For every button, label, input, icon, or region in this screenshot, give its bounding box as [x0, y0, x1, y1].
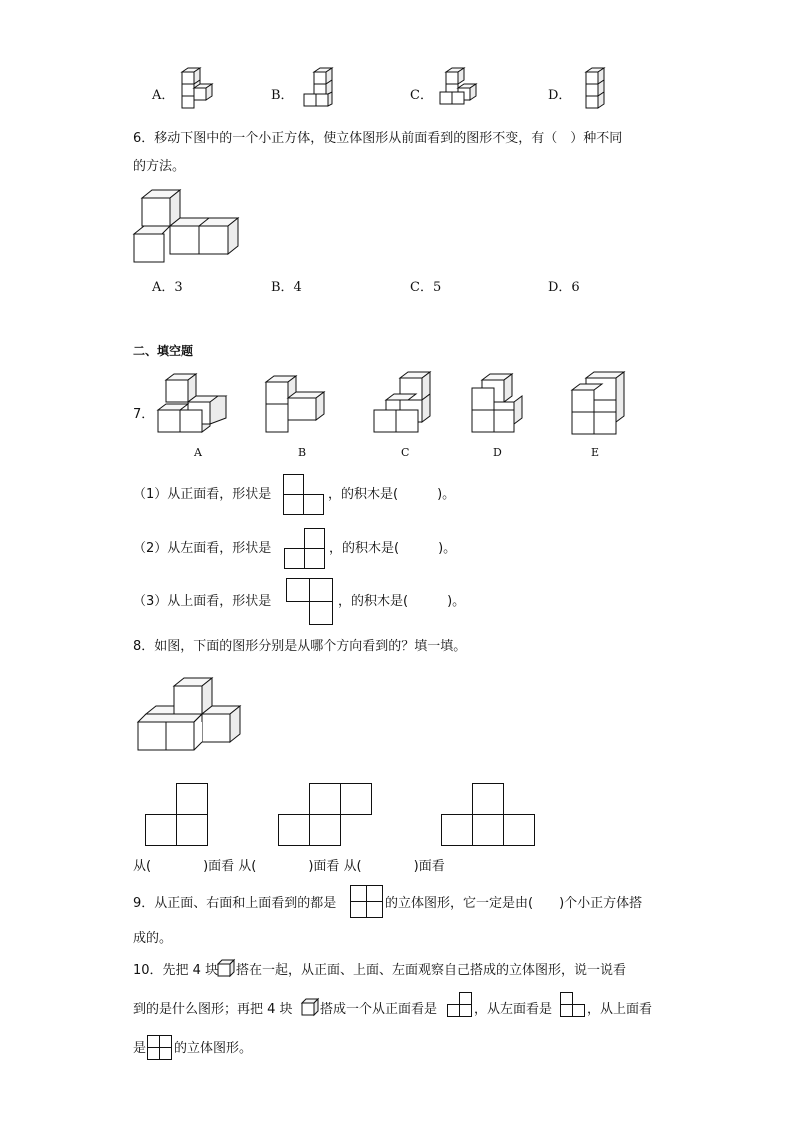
q7-label-b: B [298, 446, 307, 459]
q5-option-a-label[interactable]: A． [152, 88, 175, 103]
q5-option-b-figure [300, 66, 336, 112]
q6-text-line1: 6．移动下图中的一个小正方体，使立体图形从前面看到的图形不变，有（ ）种不同 [133, 131, 623, 146]
q7-label-e: E [591, 446, 600, 459]
q7-sub2-after: ，的积木是( )。 [329, 541, 457, 556]
cube-icon [216, 958, 236, 978]
q7-label-d: D [493, 446, 502, 459]
q8-answers: 从( )面看 从( )面看 从( )面看 [133, 859, 445, 874]
q10-l2-b: 搭成一个从正面看是 [320, 1002, 438, 1017]
q7-sub1-after: ，的积木是( )。 [328, 487, 456, 502]
q5-option-b-label[interactable]: B． [271, 88, 294, 103]
q6-option-a[interactable]: A．3 [152, 280, 183, 295]
q6-figure [132, 186, 244, 266]
q7-figures [154, 366, 632, 462]
q10-l1-b: 搭在一起，从正面、上面、左面观察自己搭成的立体图形，说一说看 [236, 963, 627, 978]
q7-figure-a [158, 374, 226, 432]
cube-icon [300, 997, 320, 1017]
q7-figure-b [266, 376, 324, 432]
q5-option-d-label[interactable]: D． [548, 88, 572, 103]
q9-line2: 成的。 [133, 931, 173, 946]
q10-l2-d: ，从上面看 [587, 1002, 653, 1017]
q8-figure [132, 672, 248, 756]
q6-text-line2: 的方法。 [133, 159, 186, 174]
q8-text: 8．如图，下面的图形分别是从哪个方向看到的？填一填。 [133, 639, 467, 654]
q7-sub1-before: （1）从正面看，形状是 [133, 487, 272, 502]
q6-option-b[interactable]: B．4 [271, 280, 302, 295]
q10-l2-c: ，从左面看是 [474, 1002, 553, 1017]
q7-sub3-before: （3）从上面看，形状是 [133, 594, 272, 609]
q7-number: 7． [133, 407, 155, 422]
q5-option-c-figure [438, 66, 478, 112]
section-title: 二、填空题 [133, 344, 194, 358]
q10-l2-a: 到的是什么图形；再把 4 块 [133, 1002, 293, 1017]
q7-figure-c [374, 372, 430, 432]
q5-option-c-label[interactable]: C． [410, 88, 433, 103]
q5-option-d-figure [576, 66, 612, 112]
q10-l3-b: 的立体图形。 [174, 1041, 253, 1056]
q9-after: 的立体图形，它一定是由( )个小正方体搭 [385, 896, 643, 911]
q7-label-a: A [194, 446, 202, 459]
q10-l3-a: 是 [133, 1041, 147, 1056]
q7-sub2-before: （2）从左面看，形状是 [133, 541, 272, 556]
q5-option-a-figure [178, 66, 214, 112]
q7-sub3-after: ，的积木是( )。 [338, 594, 466, 609]
q6-option-c[interactable]: C．5 [410, 280, 442, 295]
q6-option-d[interactable]: D．6 [548, 280, 580, 295]
q9-before: 9．从正面、右面和上面看到的都是 [133, 896, 337, 911]
q7-figure-e [572, 372, 624, 434]
q7-label-c: C [401, 446, 410, 459]
q7-figure-d [472, 374, 522, 432]
q10-l1-a: 10．先把 4 块 [133, 963, 219, 978]
